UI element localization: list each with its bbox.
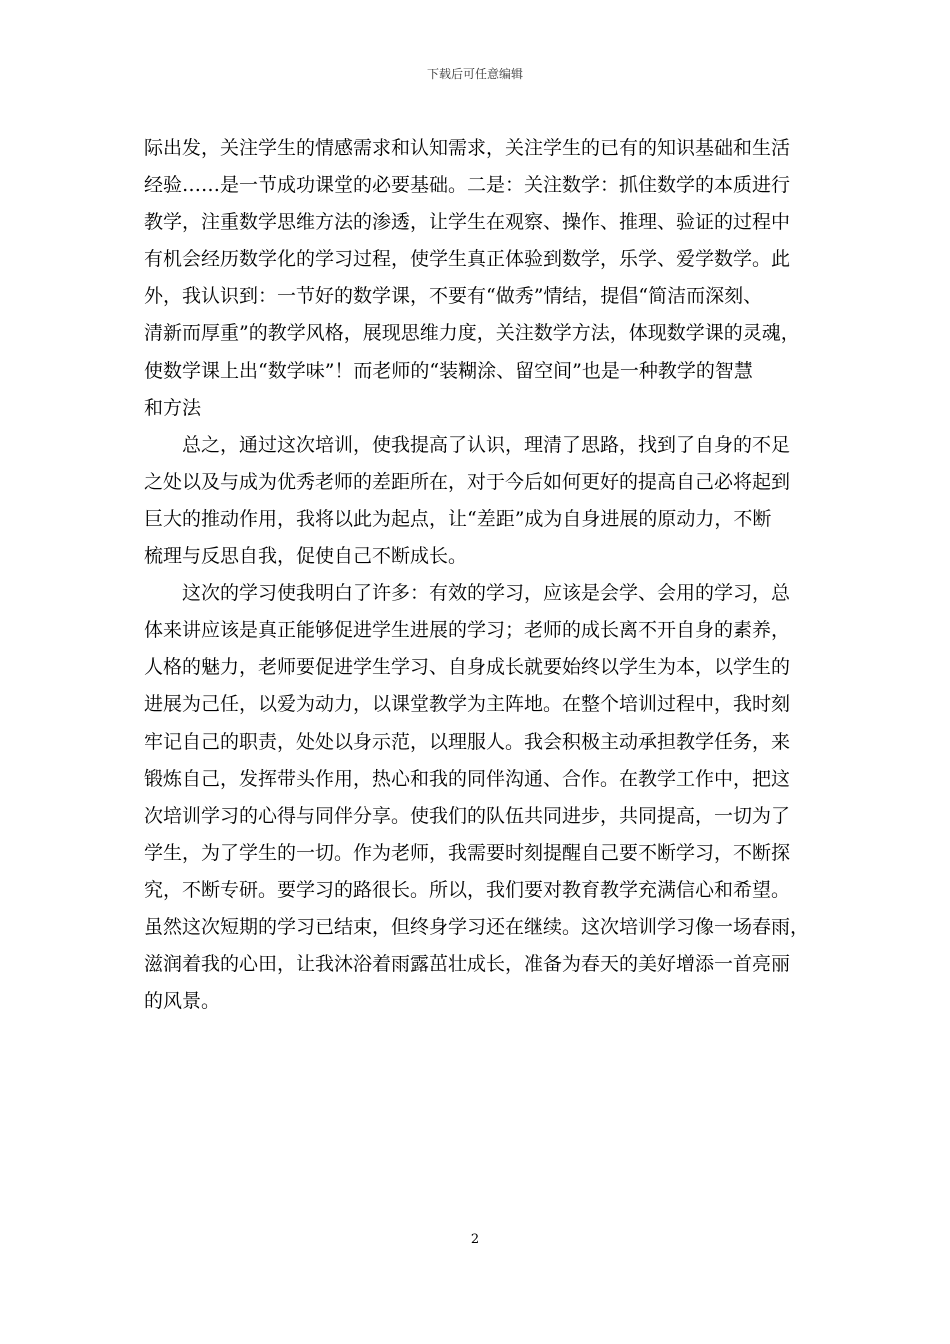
text-line: 牢记自己的职责，处处以身示范，以理服人。我会积极主动承担教学任务，来 xyxy=(144,730,791,753)
text-line: 巨大的推动作用，我将以此为起点，让“差距”成为自身进展的原动力，不断 xyxy=(144,507,772,530)
text-line: 锻炼自己，发挥带头作用，热心和我的同伴沟通、合作。在教学工作中，把这 xyxy=(144,767,791,790)
text-line: 使数学课上出“数学味”！而老师的“装糊涂、留空间”也是一种教学的智慧 xyxy=(144,359,753,382)
text-line: 学生，为了学生的一切。作为老师，我需要时刻提醒自己要不断学习，不断探 xyxy=(144,841,791,864)
text-line: 这次的学习使我明白了许多：有效的学习，应该是会学、会用的学习，总 xyxy=(182,582,791,605)
paragraph-3 xyxy=(144,575,809,1020)
paragraph-1 xyxy=(144,130,809,427)
text-line: 教学，注重数学思维方法的渗透，让学生在观察、操作、推理、验证的过程中 xyxy=(144,211,791,234)
text-line: 的风景。 xyxy=(144,990,221,1013)
text-line: 进展为己任，以爱为动力，以课堂教学为主阵地。在整个培训过程中，我时刻 xyxy=(144,693,791,716)
text-line: 际出发，关注学生的情感需求和认知需求，关注学生的已有的知识基础和生活 xyxy=(144,137,791,159)
paragraph-2 xyxy=(144,427,809,575)
text-line: 虽然这次短期的学习已结束，但终身学习还在继续。这次培训学习像一场春雨， xyxy=(144,915,810,938)
page-header: 下载后可任意编辑 xyxy=(426,67,523,81)
text-line: 次培训学习的心得与同伴分享。使我们的队伍共同进步，共同提高，一切为了 xyxy=(144,804,791,827)
text-line: 总之，通过这次培训，使我提高了认识，理清了思路，找到了自身的不足 xyxy=(182,433,791,456)
text-line: 究，不断专研。要学习的路很长。所以，我们要对教育教学充满信心和希望。 xyxy=(144,878,791,901)
text-line: 人格的魅力，老师要促进学生学习、自身成长就要始终以学生为本，以学生的 xyxy=(144,656,791,679)
text-line: 外，我认识到：一节好的数学课，不要有“做秀”情结，提倡“简洁而深刻、 xyxy=(144,285,763,308)
text-line: 经验……是一节成功课堂的必要基础。二是：关注数学：抓住数学的本质进行 xyxy=(144,174,791,197)
text-line: 和方法 xyxy=(144,396,202,419)
page-number: 2 xyxy=(470,1232,480,1247)
text-line: 滋润着我的心田，让我沐浴着雨露茁壮成长，准备为春天的美好增添一首亮丽 xyxy=(144,953,791,976)
text-line: 有机会经历数学化的学习过程，使学生真正体验到数学，乐学、爱学数学。此 xyxy=(144,248,791,271)
text-line: 之处以及与成为优秀老师的差距所在，对于今后如何更好的提高自己必将起到 xyxy=(144,470,791,493)
text-line: 梳理与反思自我，促使自己不断成长。 xyxy=(144,545,468,568)
text-line: 清新而厚重”的教学风格，展现思维力度，关注数学方法，体现数学课的灵魂， xyxy=(144,322,800,345)
document-body xyxy=(144,130,809,1020)
text-line: 体来讲应该是真正能够促进学生进展的学习；老师的成长离不开自身的素养， xyxy=(144,619,791,642)
